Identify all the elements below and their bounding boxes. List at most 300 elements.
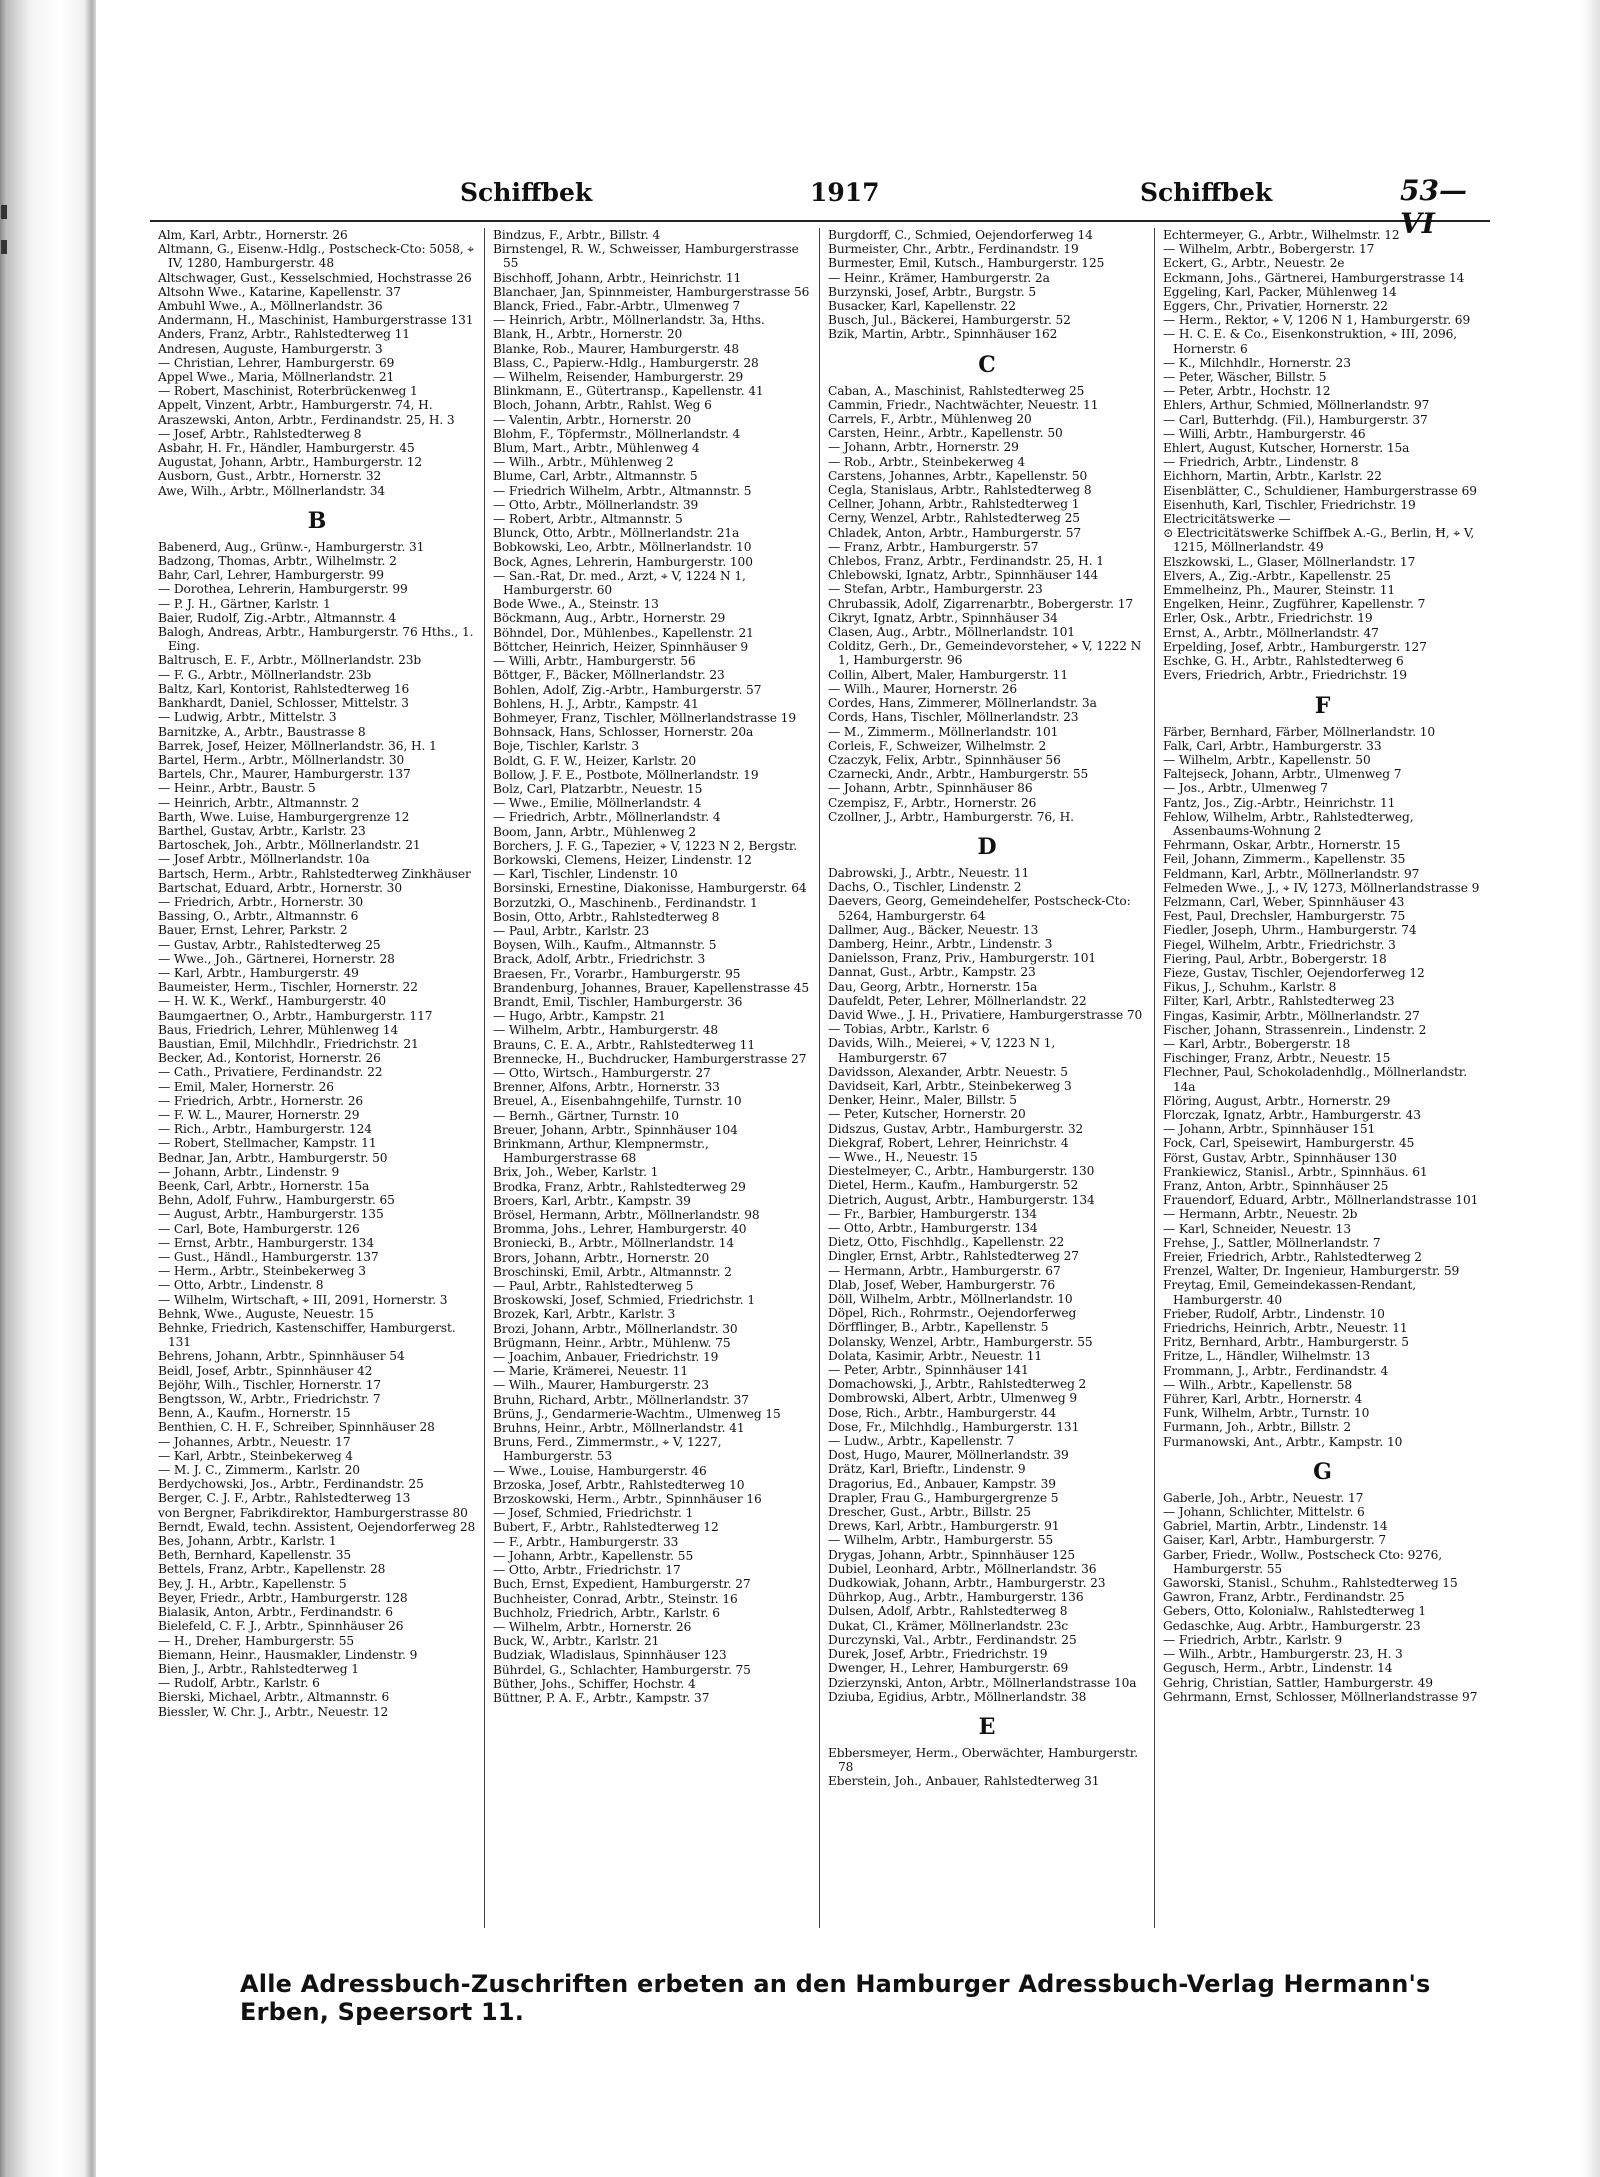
directory-entry: Böckmann, Aug., Arbtr., Hornerstr. 29 — [493, 611, 726, 626]
directory-entry: Brack, Adolf, Arbtr., Friedrichstr. 3 — [493, 952, 706, 967]
directory-entry: Altschwager, Gust., Kesselschmied, Hochstrasse 26 — [158, 270, 472, 285]
directory-entry: Fischer, Johann, Strassenrein., Lindenstr. 2 — [1163, 1022, 1427, 1037]
directory-entry: Falk, Carl, Arbtr., Hamburgerstr. 33 — [1163, 738, 1382, 753]
directory-entry: Dlab, Josef, Weber, Hamburgerstr. 76 — [828, 1277, 1056, 1292]
directory-entry: Dörfflinger, B., Arbtr., Kapellenstr. 5 — [828, 1320, 1049, 1335]
directory-entry: Behnk, Wwe., Auguste, Neuestr. 15 — [158, 1306, 374, 1321]
directory-entry: — Wilh., Arbtr., Mühlenweg 2 — [493, 455, 674, 470]
directory-entry: Eckert, G., Arbtr., Neuestr. 2e — [1163, 256, 1345, 271]
directory-entry: Barnitzke, A., Arbtr., Baustrasse 8 — [158, 724, 366, 739]
directory-entry: Eisenhuth, Karl, Tischler, Friedrichstr. 19 — [1163, 497, 1416, 512]
directory-entry: Gebers, Otto, Kolonialw., Rahlstedterweg 1 — [1163, 1604, 1426, 1619]
directory-entry: Bassing, O., Arbtr., Altmannstr. 6 — [158, 909, 359, 924]
directory-entry: — Robert, Arbtr., Altmannstr. 5 — [493, 512, 683, 527]
directory-entry: Fikus, J., Schuhm., Karlstr. 8 — [1163, 980, 1337, 995]
directory-entry: Gaberle, Joh., Arbtr., Neuestr. 17 — [1163, 1490, 1364, 1505]
directory-entry: Friedrichs, Heinrich, Arbtr., Neuestr. 11 — [1163, 1321, 1408, 1336]
directory-entry: Dannat, Gust., Arbtr., Kampstr. 23 — [828, 965, 1036, 980]
directory-entry: — Friedrich, Arbtr., Lindenstr. 8 — [1163, 455, 1359, 470]
directory-entry: Baltz, Karl, Kontorist, Rahlstedterweg 16 — [158, 681, 410, 696]
directory-entry: Appelt, Vinzent, Arbtr., Hamburgerstr. 74, H. — [158, 398, 433, 413]
directory-entry: — Heinrich, Arbtr., Altmannstr. 2 — [158, 795, 360, 810]
directory-entry: Cordes, Hans, Zimmerer, Möllnerlandstr. 3a — [828, 696, 1097, 711]
directory-entry: — Karl, Arbtr., Hamburgerstr. 49 — [158, 965, 359, 980]
binding-mark — [1, 205, 7, 219]
directory-entry: Ambuhl Wwe., A., Möllnerlandstr. 36 — [158, 299, 383, 314]
directory-entry: Eisenblätter, C., Schuldiener, Hamburgerstrasse 69 — [1163, 483, 1477, 498]
directory-entry: — Wilhelm, Arbtr., Hamburgerstr. 55 — [828, 1533, 1054, 1548]
directory-column — [150, 228, 485, 1928]
directory-entry: Braesen, Fr., Vorarbr., Hamburgerstr. 95 — [493, 966, 741, 981]
directory-entry: — Peter, Kutscher, Hornerstr. 20 — [828, 1107, 1026, 1122]
directory-column — [820, 228, 1155, 1928]
directory-entry: David Wwe., J. H., Privatiere, Hamburgerstrasse 70 — [828, 1007, 1143, 1022]
directory-entry: Bartel, Herm., Arbtr., Möllnerlandstr. 30 — [158, 752, 405, 767]
directory-entry: Böhndel, Dor., Mühlenbes., Kapellenstr. 21 — [493, 625, 754, 640]
directory-entry: Blum, Mart., Arbtr., Mühlenweg 4 — [493, 441, 700, 456]
directory-entry: Bartschat, Eduard, Arbtr., Hornerstr. 30 — [158, 880, 402, 895]
directory-entry: Beth, Bernhard, Kapellenstr. 35 — [158, 1548, 352, 1563]
directory-entry: Bahr, Carl, Lehrer, Hamburgerstr. 99 — [158, 568, 384, 583]
directory-entry: Birnstengel, R. W., Schweisser, Hamburgerstrasse 55 — [493, 242, 799, 271]
directory-entry: Freytag, Emil, Gemeindekassen-Rendant, Hamburgerstr. 40 — [1163, 1278, 1417, 1307]
directory-entry: Davids, Wilh., Meierei, ⌖ V, 1223 N 1, Hamburgerstr. 67 — [828, 1036, 1056, 1065]
directory-entry: Brozek, Karl, Arbtr., Karlstr. 3 — [493, 1307, 676, 1322]
directory-entry: Borsinski, Ernestine, Diakonisse, Hamburgerstr. 64 — [493, 881, 807, 896]
directory-entry: Drätz, Karl, Brieftr., Lindenstr. 9 — [828, 1462, 1026, 1477]
directory-entry: von Bergner, Fabrikdirektor, Hamburgerstrasse 80 — [158, 1505, 468, 1520]
directory-entry: Dau, Georg, Arbtr., Hornerstr. 15a — [828, 979, 1038, 994]
directory-entry: — Wilhelm, Arbtr., Hornerstr. 26 — [493, 1619, 692, 1634]
directory-entry: Dolata, Kasimir, Arbtr., Neuestr. 11 — [828, 1348, 1043, 1363]
directory-entry: Barrek, Josef, Heizer, Möllnerlandstr. 36, H. 1 — [158, 738, 437, 753]
directory-entry: — Gust., Händl., Hamburgerstr. 137 — [158, 1250, 379, 1265]
directory-entry: Balogh, Andreas, Arbtr., Hamburgerstr. 76 Hths., 1. Eing. — [158, 625, 474, 654]
directory-entry: — Karl, Schneider, Neuestr. 13 — [1163, 1221, 1351, 1236]
section-letter: G — [1313, 1458, 1332, 1485]
directory-entry: Brandenburg, Johannes, Brauer, Kapellenstrasse 45 — [493, 980, 810, 995]
directory-entry: Chrubassik, Adolf, Zigarrenarbtr., Bobergerstr. 17 — [828, 596, 1134, 611]
directory-entry: — Marie, Krämerei, Neuestr. 11 — [493, 1364, 688, 1379]
directory-entry: Cellner, Johann, Arbtr., Rahlstedterweg 1 — [828, 497, 1080, 512]
directory-entry: Asbahr, H. Fr., Händler, Hamburgerstr. 45 — [158, 441, 415, 456]
directory-entry: Gedaschke, Aug. Arbtr., Hamburgerstr. 23 — [1163, 1618, 1421, 1633]
directory-entry: — Hugo, Arbtr., Kampstr. 21 — [493, 1009, 666, 1024]
directory-entry: Dudkowiak, Johann, Arbtr., Hamburgerstr. 23 — [828, 1576, 1106, 1591]
directory-entry: Brinkmann, Arthur, Klempnermstr., Hamburgerstrasse 68 — [493, 1137, 709, 1166]
directory-entry: — Karl, Tischler, Lindenstr. 10 — [493, 867, 678, 882]
directory-entry: Berdychowski, Jos., Arbtr., Ferdinandstr. 25 — [158, 1477, 424, 1492]
directory-entry: Dragorius, Ed., Anbauer, Kampstr. 39 — [828, 1476, 1056, 1491]
directory-entry: — Franz, Arbtr., Hamburgerstr. 57 — [828, 539, 1039, 554]
directory-entry: — Wilh., Arbtr., Kapellenstr. 58 — [1163, 1377, 1353, 1392]
directory-entry: — Karl, Arbtr., Steinbekerweg 4 — [158, 1448, 353, 1463]
directory-entry: — H. C. E. & Co., Eisenkonstruktion, ⌖ III, 2096, Hornerstr. 6 — [1163, 327, 1458, 356]
directory-entry: Becker, Ad., Kontorist, Hornerstr. 26 — [158, 1051, 381, 1066]
directory-entry: Fritz, Bernhard, Arbtr., Hamburgerstr. 5 — [1163, 1335, 1409, 1350]
directory-entry: Boldt, G. F. W., Heizer, Karlstr. 20 — [493, 753, 697, 768]
directory-entry: Andresen, Auguste, Hamburgerstr. 3 — [158, 341, 383, 356]
directory-entry: Buch, Ernst, Expedient, Hamburgerstr. 27 — [493, 1577, 751, 1592]
directory-entry: Döpel, Rich., Rohrmstr., Oejendorferweg — [828, 1306, 1077, 1321]
section-letter: D — [977, 833, 997, 860]
directory-entry: Bohnsack, Hans, Schlosser, Hornerstr. 20a — [493, 725, 754, 740]
directory-entry: Daufeldt, Peter, Lehrer, Möllnerlandstr. 22 — [828, 993, 1087, 1008]
directory-entry: Ernst, A., Arbtr., Möllnerlandstr. 47 — [1163, 625, 1379, 640]
directory-entry: — Wwe., Joh., Gärtnerei, Hornerstr. 28 — [158, 951, 395, 966]
directory-entry: Bohlens, H. J., Arbtr., Kampstr. 41 — [493, 696, 699, 711]
directory-entry: Burgdorff, C., Schmied, Oejendorferweg 14 — [828, 228, 1093, 242]
directory-entry: — Valentin, Arbtr., Hornerstr. 20 — [493, 412, 692, 427]
directory-entry: Boje, Tischler, Karlstr. 3 — [493, 739, 639, 754]
directory-entry: Blanke, Rob., Maurer, Hamburgerstr. 48 — [493, 341, 739, 356]
directory-entry: Brandt, Emil, Tischler, Hamburgerstr. 36 — [493, 994, 743, 1009]
directory-entry: Gabriel, Martin, Arbtr., Lindenstr. 14 — [1163, 1519, 1388, 1534]
directory-entry: Clasen, Aug., Arbtr., Möllnerlandstr. 101 — [828, 625, 1075, 640]
directory-entry: Filter, Karl, Arbtr., Rahlstedterweg 23 — [1163, 994, 1395, 1009]
directory-entry: Behnke, Friedrich, Kastenschiffer, Hamburgerst. 131 — [158, 1321, 456, 1350]
directory-entry: Czollner, J., Arbtr., Hamburgerstr. 76, H. — [828, 809, 1074, 824]
directory-entry: Büttner, P. A. F., Arbtr., Kampstr. 37 — [493, 1690, 710, 1705]
directory-entry: — Paul, Arbtr., Rahlstedterweg 5 — [493, 1279, 694, 1294]
directory-entry: Fest, Paul, Drechsler, Hamburgerstr. 75 — [1163, 909, 1406, 924]
directory-entry: Dolansky, Wenzel, Arbtr., Hamburgerstr. 55 — [828, 1334, 1093, 1349]
directory-entry: Cerny, Wenzel, Arbtr., Rahlstedterweg 25 — [828, 511, 1080, 526]
directory-entry: — Josef, Schmied, Friedrichstr. 1 — [493, 1506, 694, 1521]
directory-entry: Erler, Osk., Arbtr., Friedrichstr. 19 — [1163, 611, 1373, 626]
directory-entry: — Gustav, Arbtr., Rahlstedterweg 25 — [158, 937, 381, 952]
directory-entry: Büther, Johs., Schiffer, Hochstr. 4 — [493, 1676, 696, 1691]
directory-entry: Frommann, J., Arbtr., Ferdinandstr. 4 — [1163, 1363, 1389, 1378]
directory-entry: ⊙ Electricitätswerke Schiffbek A.-G., Berlin, Ħ, ⌖ V, 1215, Möllnerlandstr. 49 — [1163, 526, 1475, 555]
binding-margin — [0, 0, 96, 2177]
directory-entry: Frauendorf, Eduard, Arbtr., Möllnerlandstrasse 101 — [1163, 1193, 1479, 1208]
directory-entry: Bock, Agnes, Lehrerin, Hamburgerstr. 100 — [493, 554, 753, 569]
directory-entry: Gegusch, Herm., Arbtr., Lindenstr. 14 — [1163, 1661, 1393, 1676]
directory-entry: Badzong, Thomas, Arbtr., Wilhelmstr. 2 — [158, 554, 397, 569]
directory-entry: Behrens, Johann, Arbtr., Spinnhäuser 54 — [158, 1349, 405, 1364]
directory-entry: Dwenger, H., Lehrer, Hamburgerstr. 69 — [828, 1661, 1069, 1676]
directory-entry: — Wwe., Louise, Hamburgerstr. 46 — [493, 1463, 707, 1478]
directory-entry: Carsten, Heinr., Arbtr., Kapellenstr. 50 — [828, 426, 1063, 441]
directory-entry: Augustat, Johann, Arbtr., Hamburgerstr. 12 — [158, 455, 423, 470]
directory-entry: — Friedrich, Arbtr., Hornerstr. 30 — [158, 894, 364, 909]
directory-entry: — Rich., Arbtr., Hamburgerstr. 124 — [158, 1122, 372, 1137]
directory-entry: Döll, Wilhelm, Arbtr., Möllnerlandstr. 10 — [828, 1292, 1073, 1307]
directory-entry: Danielsson, Franz, Priv., Hamburgerstr. 101 — [828, 951, 1097, 966]
directory-entry: Frenzel, Walter, Dr. Ingenieur, Hamburgerstr. 59 — [1163, 1264, 1460, 1279]
directory-entry: Fritze, L., Händler, Wilhelmstr. 13 — [1163, 1349, 1371, 1364]
directory-entry: — Ernst, Arbtr., Hamburgerstr. 134 — [158, 1235, 374, 1250]
directory-entry: Blanck, Fried., Fabr.-Arbtr., Ulmenweg 7 — [493, 299, 741, 314]
directory-entry: Biessler, W. Chr. J., Arbtr., Neuestr. 12 — [158, 1704, 389, 1719]
directory-entry: Führer, Karl, Arbtr., Hornerstr. 4 — [1163, 1392, 1363, 1407]
directory-entry: Dose, Rich., Arbtr., Hamburgerstr. 44 — [828, 1405, 1057, 1420]
directory-entry: Broers, Karl, Arbtr., Kampstr. 39 — [493, 1193, 691, 1208]
directory-entry: — Friedrich, Arbtr., Hornerstr. 26 — [158, 1093, 364, 1108]
directory-entry: Busacker, Karl, Kapellenstr. 22 — [828, 299, 1016, 314]
section-letter: C — [978, 351, 996, 378]
directory-entry: Brix, Joh., Weber, Karlstr. 1 — [493, 1165, 659, 1180]
directory-entry: — Wilh., Arbtr., Hamburgerstr. 23, H. 3 — [1163, 1647, 1403, 1662]
directory-entry: — Hermann, Arbtr., Neuestr. 2b — [1163, 1207, 1358, 1222]
directory-entry: Brügmann, Heinr., Arbtr., Mühlenw. 75 — [493, 1335, 731, 1350]
directory-entry: Bengtsson, W., Arbtr., Friedrichstr. 7 — [158, 1392, 381, 1407]
directory-entry: Bauer, Ernst, Lehrer, Parkstr. 2 — [158, 923, 348, 938]
directory-entry: Corleis, F., Schweizer, Wilhelmstr. 2 — [828, 738, 1047, 753]
directory-entry: Bes, Johann, Arbtr., Karlstr. 1 — [158, 1534, 337, 1549]
directory-entry: — Peter, Arbtr., Hochstr. 12 — [1163, 384, 1331, 399]
directory-entry: — Wwe., H., Neuestr. 15 — [828, 1149, 978, 1164]
directory-entry: — Wwe., Emilie, Möllnerlandstr. 4 — [493, 796, 702, 811]
directory-entry: — Johann, Arbtr., Spinnhäuser 151 — [1163, 1122, 1376, 1137]
directory-entry: Dombrowski, Albert, Arbtr., Ulmenweg 9 — [828, 1391, 1078, 1406]
directory-entry: Davidseit, Karl, Arbtr., Steinbekerweg 3 — [828, 1078, 1072, 1093]
directory-entry: Bielefeld, C. F. J., Arbtr., Spinnhäuser 26 — [158, 1619, 404, 1634]
directory-entry: — Karl, Arbtr., Bobergerstr. 18 — [1163, 1036, 1351, 1051]
directory-entry: — Otto, Arbtr., Friedrichstr. 17 — [493, 1563, 681, 1578]
directory-entry: — San.-Rat, Dr. med., Arzt, ⌖ V, 1224 N 1, Hamburgerstr. 60 — [493, 568, 746, 598]
section-letter: B — [307, 507, 327, 534]
directory-entry: Baier, Rudolf, Zig.-Arbtr., Altmannstr. 4 — [158, 610, 397, 625]
directory-entry: Eichhorn, Martin, Arbtr., Karlstr. 22 — [1163, 469, 1382, 484]
directory-entry: Baustian, Emil, Milchhdlr., Friedrichstr. 21 — [158, 1036, 419, 1051]
directory-entry: Frieber, Rudolf, Arbtr., Lindenstr. 10 — [1163, 1306, 1385, 1321]
directory-entry: Frehse, J., Sattler, Möllnerlandstr. 7 — [1163, 1235, 1381, 1250]
directory-entry: — Cath., Privatiere, Ferdinandstr. 22 — [158, 1065, 383, 1080]
directory-entry: Denker, Heinr., Maler, Billstr. 5 — [828, 1093, 1017, 1108]
header-right-title: Schiffbek — [1140, 178, 1273, 207]
directory-entry: Bednar, Jan, Arbtr., Hamburgerstr. 50 — [158, 1150, 388, 1165]
directory-entry: — Heinrich, Arbtr., Möllnerlandstr. 3a, Hths. — [493, 313, 765, 328]
directory-entry: — Willi, Arbtr., Hamburgerstr. 46 — [1163, 426, 1366, 441]
directory-entry: Bührdel, G., Schlachter, Hamburgerstr. 75 — [493, 1662, 751, 1677]
directory-entry: Ebbersmeyer, Herm., Oberwächter, Hamburgerstr. 78 — [828, 1745, 1138, 1775]
directory-entry: — Tobias, Arbtr., Karlstr. 6 — [828, 1022, 990, 1037]
directory-entry: Durczynski, Val., Arbtr., Ferdinandstr. 25 — [828, 1632, 1077, 1647]
directory-entry: Eggeling, Karl, Packer, Mühlenweg 14 — [1163, 284, 1397, 299]
directory-entry: — Ludwig, Arbtr., Mittelstr. 3 — [158, 710, 337, 725]
directory-entry: Borchers, J. F. G., Tapezier, ⌖ V, 1223 N 2, Bergstr. — [493, 838, 798, 853]
directory-entry: Furmanowski, Ant., Arbtr., Kampstr. 10 — [1163, 1434, 1403, 1449]
directory-entry: Bartoschek, Joh., Arbtr., Möllnerlandstr. 21 — [158, 838, 421, 853]
directory-entry: — Friedrich Wilhelm, Arbtr., Altmannstr. 5 — [493, 483, 752, 498]
directory-entry: Burmester, Emil, Kutsch., Hamburgerstr. 125 — [828, 256, 1105, 271]
directory-entry: Feldmann, Karl, Arbtr., Möllnerlandstr. 97 — [1163, 866, 1420, 881]
directory-entry: Czempisz, F., Arbtr., Hornerstr. 26 — [828, 795, 1037, 810]
directory-entry: Buchheister, Conrad, Arbtr., Steinstr. 16 — [493, 1591, 738, 1606]
directory-entry: Dzierzynski, Anton, Arbtr., Möllnerlandstrasse 10a — [828, 1675, 1137, 1690]
directory-entry: — Christian, Lehrer, Hamburgerstr. 69 — [158, 355, 395, 370]
directory-entry: — Otto, Arbtr., Hamburgerstr. 134 — [828, 1221, 1038, 1235]
directory-entry: Davidsson, Alexander, Arbtr. Neuestr. 5 — [828, 1064, 1068, 1079]
directory-entry: Echtermeyer, G., Arbtr., Wilhelmstr. 12 — [1163, 228, 1400, 242]
directory-entry: Chladek, Anton, Arbtr., Hamburgerstr. 57 — [828, 525, 1082, 540]
directory-entry: — Peter, Arbtr., Spinnhäuser 141 — [828, 1363, 1029, 1378]
directory-entry: Burzynski, Josef, Arbtr., Burgstr. 5 — [828, 284, 1036, 299]
directory-entry: Dulsen, Adolf, Arbtr., Rahlstedterweg 8 — [828, 1604, 1068, 1619]
directory-entry: — Dorothea, Lehrerin, Hamburgerstr. 99 — [158, 582, 408, 597]
directory-entry: Fiedler, Joseph, Uhrm., Hamburgerstr. 74 — [1163, 923, 1417, 938]
directory-entry: Bruhn, Richard, Arbtr., Möllnerlandstr. 37 — [493, 1392, 749, 1407]
directory-entry: Benn, A., Kaufm., Hornerstr. 15 — [158, 1406, 351, 1421]
directory-entry: Först, Gustav, Arbtr., Spinnhäuser 130 — [1163, 1150, 1397, 1165]
directory-entry: — Bernh., Gärtner, Turnstr. 10 — [493, 1108, 679, 1123]
directory-entry: Broskowski, Josef, Schmied, Friedrichstr. 1 — [493, 1293, 756, 1308]
directory-entry: Brüns, J., Gendarmerie-Wachtm., Ulmenweg 15 — [493, 1406, 781, 1421]
directory-entry: — Peter, Wäscher, Billstr. 5 — [1163, 370, 1327, 385]
directory-entry: Franz, Anton, Arbtr., Spinnhäuser 25 — [1163, 1179, 1389, 1193]
directory-entry: — M. J. C., Zimmerm., Karlstr. 20 — [158, 1463, 360, 1478]
directory-entry: Dost, Hugo, Maurer, Möllnerlandstr. 39 — [828, 1448, 1069, 1463]
directory-entry: Czarnecki, Andr., Arbtr., Hamburgerstr. 55 — [828, 767, 1089, 782]
directory-entry: Araszewski, Anton, Arbtr., Ferdinandstr. 25, H. 3 — [158, 412, 455, 427]
directory-entry: Dose, Fr., Milchhdlg., Hamburgerstr. 131 — [828, 1419, 1080, 1434]
directory-entry: Cords, Hans, Tischler, Möllnerlandstr. 23 — [828, 710, 1079, 725]
directory-entry: Bankhardt, Daniel, Schlosser, Mittelstr. 3 — [158, 696, 409, 711]
directory-entry: Andermann, H., Maschinist, Hamburgerstrasse 131 — [158, 313, 474, 328]
directory-entry: — Wilhelm, Arbtr., Bobergerstr. 17 — [1163, 242, 1375, 257]
directory-entry: — F. G., Arbtr., Möllnerlandstr. 23b — [158, 667, 372, 682]
directory-entry: Drescher, Gust., Arbtr., Billstr. 25 — [828, 1505, 1031, 1520]
directory-entry: — P. J. H., Gärtner, Karlstr. 1 — [158, 596, 331, 611]
directory-columns — [150, 228, 1490, 1928]
directory-entry: — Josef, Arbtr., Rahlstedterweg 8 — [158, 426, 362, 441]
directory-entry: Bindzus, F., Arbtr., Billstr. 4 — [493, 228, 661, 242]
directory-entry: Blinkmann, E., Gütertransp., Kapellenstr. 41 — [493, 384, 764, 399]
directory-entry: Chlebowski, Ignatz, Arbtr., Spinnhäuser 144 — [828, 568, 1099, 583]
directory-entry: — Carl, Butterhdg. (Fil.), Hamburgerstr. 37 — [1163, 412, 1428, 427]
directory-entry: Fiering, Paul, Arbtr., Bobergerstr. 18 — [1163, 951, 1387, 966]
directory-entry: Ehlert, August, Kutscher, Hornerstr. 15a — [1163, 441, 1410, 456]
directory-entry: Bobkowski, Leo, Arbtr., Möllnerlandstr. 10 — [493, 540, 752, 555]
header-year: 1917 — [810, 178, 880, 207]
directory-entry: Brauns, C. E. A., Arbtr., Rahlstedterweg 11 — [493, 1037, 755, 1052]
directory-entry: Brozi, Johann, Arbtr., Möllnerlandstr. 30 — [493, 1321, 738, 1336]
directory-entry: Diekgraf, Robert, Lehrer, Heinrichstr. 4 — [828, 1135, 1069, 1150]
directory-entry: Cegla, Stanislaus, Arbtr., Rahlstedterweg 8 — [828, 483, 1092, 498]
directory-entry: Colditz, Gerh., Dr., Gemeindevorsteher, ⌖ V, 1222 N 1, Hamburgerstr. 96 — [828, 639, 1142, 668]
directory-entry: — Otto, Wirtsch., Hamburgerstr. 27 — [493, 1065, 711, 1080]
directory-entry: Barthel, Gustav, Arbtr., Karlstr. 23 — [158, 823, 366, 838]
directory-entry: Blunck, Otto, Arbtr., Möllnerlandstr. 21a — [493, 526, 740, 541]
directory-entry: Dietrich, August, Arbtr., Hamburgerstr. 134 — [828, 1192, 1095, 1207]
directory-entry: — K., Milchhdlr., Hornerstr. 23 — [1163, 355, 1351, 370]
directory-entry: Gaworski, Stanisl., Schuhm., Rahlstedterweg 15 — [1163, 1576, 1458, 1591]
section-letter: F — [1314, 692, 1331, 719]
section-letter: E — [978, 1713, 996, 1740]
directory-entry: Baumgaertner, O., Arbtr., Hamburgerstr. 117 — [158, 1008, 433, 1023]
directory-entry: Baltrusch, E. F., Arbtr., Möllnerlandstr. 23b — [158, 653, 422, 668]
directory-entry: Ausborn, Gust., Arbtr., Hornerstr. 32 — [158, 469, 382, 484]
directory-entry: Bey, J. H., Arbtr., Kapellenstr. 5 — [158, 1576, 347, 1591]
directory-entry: Berger, C. J. F., Arbtr., Rahlstedterweg 13 — [158, 1491, 411, 1506]
directory-entry: — Fr., Barbier, Hamburgerstr. 134 — [828, 1206, 1037, 1221]
directory-entry: Fieze, Gustav, Tischler, Oejendorferweg 12 — [1163, 965, 1425, 980]
directory-entry: Durek, Josef, Arbtr., Friedrichstr. 19 — [828, 1647, 1048, 1662]
directory-entry: Gehrmann, Ernst, Schlosser, Möllnerlandstrasse 97 — [1163, 1689, 1478, 1704]
directory-entry: — Herm., Rektor, ⌖ V, 1206 N 1, Hamburgerstr. 69 — [1163, 313, 1471, 328]
directory-entry: — Emil, Maler, Hornerstr. 26 — [158, 1079, 334, 1094]
directory-entry: Broschinski, Emil, Arbtr., Altmannstr. 2 — [493, 1264, 732, 1279]
directory-entry: Fiegel, Wilhelm, Arbtr., Friedrichstr. 3 — [1163, 937, 1396, 952]
footer-notice: Alle Adressbuch-Zuschriften erbeten an den Hamburger Adressbuch-Verlag Hermann's Erben, Speersort 11. — [240, 1970, 1431, 2026]
directory-entry: — Heinr., Arbtr., Baustr. 5 — [158, 781, 316, 796]
directory-entry: Breuel, A., Eisenbahngehilfe, Turnstr. 10 — [493, 1094, 742, 1109]
directory-entry: Bierski, Michael, Arbtr., Altmannstr. 6 — [158, 1690, 390, 1705]
directory-entry: — Robert, Maschinist, Roterbrückenweg 1 — [158, 384, 418, 399]
directory-entry: — Wilh., Maurer, Hornerstr. 26 — [828, 681, 1018, 696]
directory-entry: — Johann, Arbtr., Hornerstr. 29 — [828, 440, 1019, 455]
directory-entry: Bloch, Johann, Arbtr., Rahlst. Weg 6 — [493, 398, 712, 413]
directory-entry: Beidl, Josef, Arbtr., Spinnhäuser 42 — [158, 1363, 373, 1378]
directory-entry: Carstens, Johannes, Arbtr., Kapellenstr. 50 — [828, 468, 1088, 483]
directory-entry: Dietz, Otto, Fischhdlg., Kapellenstr. 22 — [828, 1235, 1065, 1250]
directory-entry: Blass, C., Papierw.-Hdlg., Hamburgerstr. 28 — [493, 355, 759, 370]
directory-entry: Fantz, Jos., Zig.-Arbtr., Heinrichstr. 11 — [1163, 795, 1396, 810]
directory-entry: Altmann, G., Eisenw.-Hdlg., Postscheck-Cto: 5058, ⌖ IV, 1280, Hamburgerstr. 48 — [158, 242, 475, 271]
directory-entry: — Ludw., Arbtr., Kapellenstr. 7 — [828, 1434, 1015, 1449]
directory-entry: Breuer, Johann, Arbtr., Spinnhäuser 104 — [493, 1122, 738, 1137]
directory-entry: Fischinger, Franz, Arbtr., Neuestr. 15 — [1163, 1051, 1391, 1066]
directory-entry: Baus, Friedrich, Lehrer, Mühlenweg 14 — [158, 1022, 399, 1037]
directory-entry: Eggers, Chr., Privatier, Hornerstr. 22 — [1163, 299, 1388, 314]
directory-entry: Bien, J., Arbtr., Rahlstedterweg 1 — [158, 1661, 359, 1676]
directory-entry: — Rob., Arbtr., Steinbekerweg 4 — [828, 454, 1026, 469]
directory-entry: Blohm, F., Töpfermstr., Möllnerlandstr. 4 — [493, 426, 741, 441]
directory-entry: Babenerd, Aug., Grünw.-, Hamburgerstr. 31 — [158, 539, 425, 554]
directory-entry: Dallmer, Aug., Bäcker, Neuestr. 13 — [828, 922, 1039, 937]
directory-entry: — Hermann, Arbtr., Hamburgerstr. 67 — [828, 1263, 1061, 1278]
directory-entry: Fock, Carl, Speisewirt, Hamburgerstr. 45 — [1163, 1136, 1415, 1151]
directory-entry: Dingler, Ernst, Arbtr., Rahlstedterweg 27 — [828, 1249, 1079, 1264]
directory-entry: Damberg, Heinr., Arbtr., Lindenstr. 3 — [828, 936, 1053, 951]
directory-entry: Frankiewicz, Stanisl., Arbtr., Spinnhäus. 61 — [1163, 1164, 1428, 1179]
directory-entry: Electricitätswerke — — [1163, 512, 1291, 527]
directory-entry: Blume, Carl, Arbtr., Altmannstr. 5 — [493, 469, 698, 484]
directory-entry: — Herm., Arbtr., Steinbekerweg 3 — [158, 1264, 366, 1279]
directory-entry: — Robert, Stellmacher, Kampstr. 11 — [158, 1136, 377, 1151]
directory-entry: Carrels, F., Arbtr., Mühlenweg 20 — [828, 412, 1032, 427]
directory-entry: — Johann, Arbtr., Spinnhäuser 86 — [828, 781, 1033, 796]
directory-entry: Cammin, Friedr., Nachtwächter, Neuestr. 11 — [828, 397, 1099, 412]
directory-entry: — Jos., Arbtr., Ulmenweg 7 — [1163, 781, 1328, 796]
directory-entry: Didszus, Gustav, Arbtr., Hamburgerstr. 32 — [828, 1121, 1084, 1136]
directory-entry: Eschke, G. H., Arbtr., Rahlstedterweg 6 — [1163, 654, 1404, 669]
directory-entry: — H. W. K., Werkf., Hamburgerstr. 40 — [158, 994, 387, 1009]
directory-entry: — Wilhelm, Reisender, Hamburgerstr. 29 — [493, 370, 744, 385]
directory-entry: — M., Zimmerm., Möllnerlandstr. 101 — [828, 724, 1059, 739]
directory-entry: — F., Arbtr., Hamburgerstr. 33 — [493, 1534, 679, 1549]
directory-entry: Dabrowski, J., Arbtr., Neuestr. 11 — [828, 865, 1030, 880]
directory-entry: Awe, Wilh., Arbtr., Möllnerlandstr. 34 — [158, 483, 386, 498]
directory-entry: Flöring, August, Arbtr., Hornerstr. 29 — [1163, 1093, 1391, 1108]
directory-entry: Emmelheinz, Ph., Maurer, Steinstr. 11 — [1163, 583, 1396, 598]
directory-entry: Ehlers, Arthur, Schmied, Möllnerlandstr. 97 — [1163, 398, 1430, 413]
directory-entry: Böttcher, Heinrich, Heizer, Spinnhäuser 9 — [493, 639, 749, 654]
directory-entry: Diestelmeyer, C., Arbtr., Hamburgerstr. 130 — [828, 1164, 1095, 1179]
directory-entry: Bruns, Ferd., Zimmermstr., ⌖ V, 1227, Hamburgerstr. 53 — [493, 1435, 722, 1464]
directory-entry: Brennecke, H., Buchdrucker, Hamburgerstrasse 27 — [493, 1051, 807, 1066]
page-edge — [1582, 0, 1600, 2177]
directory-entry: Fingas, Kasimir, Arbtr., Möllnerlandstr. 27 — [1163, 1008, 1420, 1023]
directory-entry: Budziak, Wladislaus, Spinnhäuser 123 — [493, 1648, 727, 1663]
directory-entry: Broniecki, B., Arbtr., Möllnerlandstr. 14 — [493, 1236, 735, 1251]
directory-entry: Bruhns, Heinr., Arbtr., Möllnerlandstr. 41 — [493, 1421, 745, 1436]
directory-entry: Beenk, Carl, Arbtr., Hornerstr. 15a — [158, 1179, 370, 1193]
directory-entry: Domachowski, J., Arbtr., Rahlstedterweg 2 — [828, 1377, 1087, 1392]
directory-entry: Gaiser, Karl, Arbtr., Hamburgerstr. 7 — [1163, 1533, 1387, 1548]
